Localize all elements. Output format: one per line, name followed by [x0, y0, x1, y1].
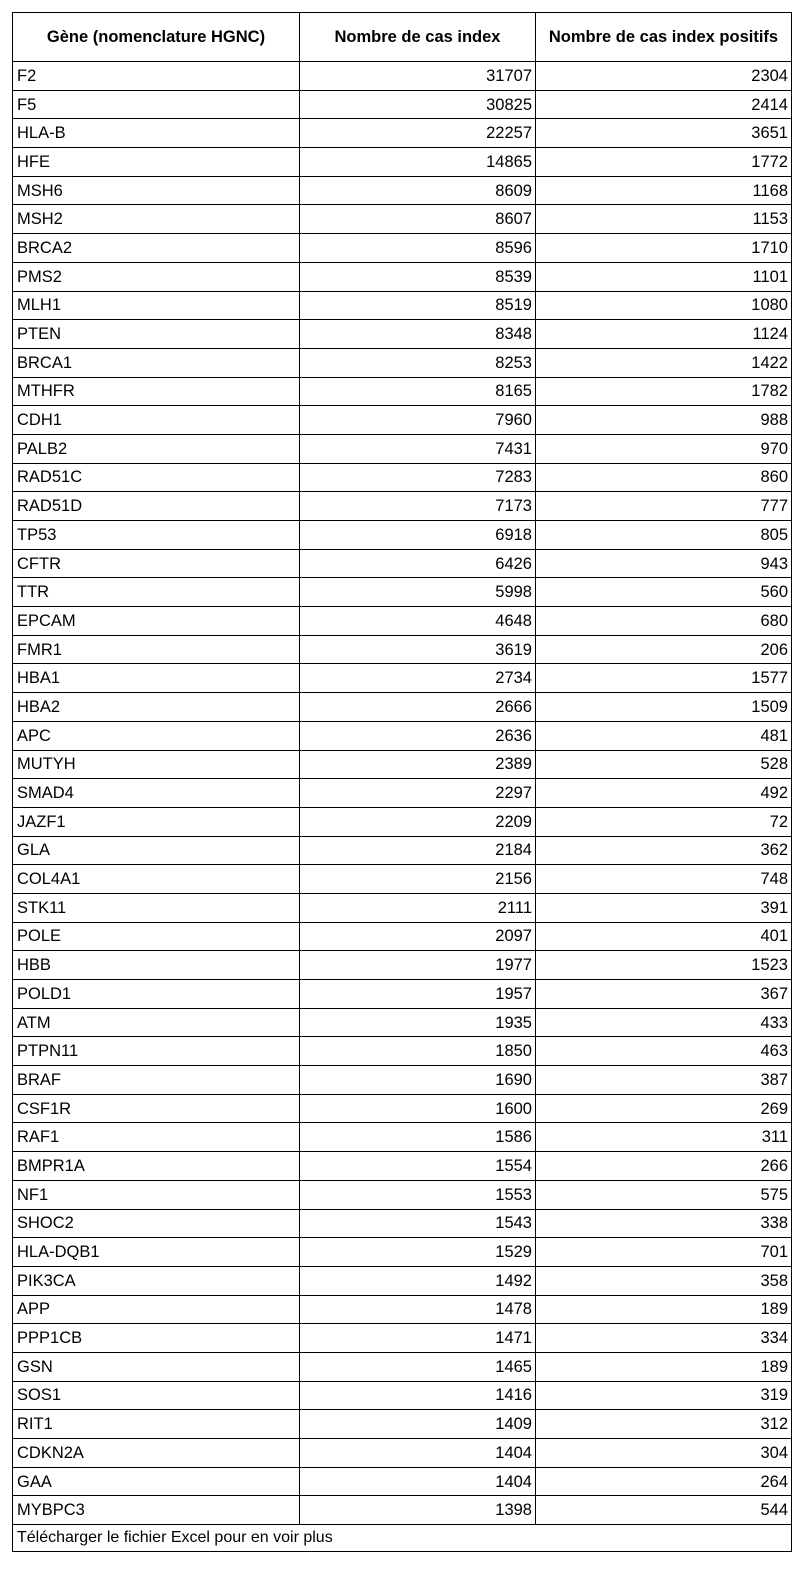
cell-gene: HFE: [13, 148, 300, 177]
cell-positive-index-cases: 943: [536, 549, 792, 578]
cell-gene: ATM: [13, 1008, 300, 1037]
table-row: [13, 90, 792, 119]
cell-index-cases: 2156: [300, 865, 536, 894]
cell-index-cases: 2734: [300, 664, 536, 693]
cell-gene: SHOC2: [13, 1209, 300, 1238]
cell-positive-index-cases: 988: [536, 406, 792, 435]
cell-index-cases: 1404: [300, 1439, 536, 1468]
cell-positive-index-cases: 362: [536, 836, 792, 865]
table-row: [13, 62, 792, 91]
cell-index-cases: 31707: [300, 62, 536, 91]
table-row: [13, 1324, 792, 1353]
cell-positive-index-cases: 433: [536, 1008, 792, 1037]
cell-gene: FMR1: [13, 635, 300, 664]
table-row: [13, 176, 792, 205]
cell-positive-index-cases: 266: [536, 1152, 792, 1181]
cell-gene: HLA-B: [13, 119, 300, 148]
cell-gene: STK11: [13, 893, 300, 922]
cell-index-cases: 14865: [300, 148, 536, 177]
cell-index-cases: 2297: [300, 779, 536, 808]
cell-gene: GAA: [13, 1467, 300, 1496]
cell-index-cases: 8253: [300, 348, 536, 377]
cell-gene: PIK3CA: [13, 1266, 300, 1295]
table-row: [13, 607, 792, 636]
cell-positive-index-cases: 1710: [536, 234, 792, 263]
cell-index-cases: 3619: [300, 635, 536, 664]
cell-index-cases: 8165: [300, 377, 536, 406]
cell-gene: MSH6: [13, 176, 300, 205]
cell-positive-index-cases: 2304: [536, 62, 792, 91]
table-row: [13, 1467, 792, 1496]
cell-index-cases: 6918: [300, 521, 536, 550]
cell-index-cases: 2389: [300, 750, 536, 779]
cell-gene: PTPN11: [13, 1037, 300, 1066]
cell-gene: GLA: [13, 836, 300, 865]
table-row: [13, 1439, 792, 1468]
cell-index-cases: 1690: [300, 1066, 536, 1095]
cell-gene: PPP1CB: [13, 1324, 300, 1353]
table-row: [13, 205, 792, 234]
cell-index-cases: 8609: [300, 176, 536, 205]
table-row: [13, 980, 792, 1009]
table-row: [13, 148, 792, 177]
table-row: [13, 664, 792, 693]
cell-positive-index-cases: 777: [536, 492, 792, 521]
table-row: [13, 750, 792, 779]
cell-gene: APC: [13, 721, 300, 750]
cell-index-cases: 1554: [300, 1152, 536, 1181]
table-row: [13, 1209, 792, 1238]
table-row: [13, 836, 792, 865]
table-row: [13, 1123, 792, 1152]
cell-index-cases: 7431: [300, 434, 536, 463]
table-body: [13, 62, 792, 1525]
cell-positive-index-cases: 367: [536, 980, 792, 1009]
cell-gene: MTHFR: [13, 377, 300, 406]
table-row: [13, 1496, 792, 1525]
cell-gene: HBB: [13, 951, 300, 980]
cell-positive-index-cases: 189: [536, 1352, 792, 1381]
cell-gene: SMAD4: [13, 779, 300, 808]
table-row: [13, 1094, 792, 1123]
cell-positive-index-cases: 1782: [536, 377, 792, 406]
download-excel-note: Télécharger le fichier Excel pour en voir plus: [13, 1525, 792, 1552]
cell-positive-index-cases: 189: [536, 1295, 792, 1324]
cell-index-cases: 8348: [300, 320, 536, 349]
table-row: [13, 1037, 792, 1066]
cell-gene: CDH1: [13, 406, 300, 435]
cell-positive-index-cases: 264: [536, 1467, 792, 1496]
footer-row: [13, 1525, 792, 1552]
table-row: [13, 1381, 792, 1410]
cell-positive-index-cases: 2414: [536, 90, 792, 119]
cell-positive-index-cases: 391: [536, 893, 792, 922]
cell-positive-index-cases: 1153: [536, 205, 792, 234]
table-row: [13, 922, 792, 951]
cell-positive-index-cases: 805: [536, 521, 792, 550]
cell-index-cases: 8596: [300, 234, 536, 263]
table-row: [13, 1180, 792, 1209]
cell-gene: HBA1: [13, 664, 300, 693]
cell-gene: HLA-DQB1: [13, 1238, 300, 1267]
table-row: [13, 1352, 792, 1381]
cell-positive-index-cases: 338: [536, 1209, 792, 1238]
cell-index-cases: 1478: [300, 1295, 536, 1324]
cell-index-cases: 7960: [300, 406, 536, 435]
cell-positive-index-cases: 3651: [536, 119, 792, 148]
cell-gene: RAD51D: [13, 492, 300, 521]
cell-positive-index-cases: 1080: [536, 291, 792, 320]
cell-gene: NF1: [13, 1180, 300, 1209]
cell-gene: BMPR1A: [13, 1152, 300, 1181]
cell-gene: MLH1: [13, 291, 300, 320]
cell-gene: MYBPC3: [13, 1496, 300, 1525]
table-row: [13, 1410, 792, 1439]
cell-positive-index-cases: 311: [536, 1123, 792, 1152]
cell-gene: BRAF: [13, 1066, 300, 1095]
cell-gene: BRCA1: [13, 348, 300, 377]
cell-positive-index-cases: 560: [536, 578, 792, 607]
table-row: [13, 893, 792, 922]
cell-index-cases: 7283: [300, 463, 536, 492]
table-row: [13, 234, 792, 263]
cell-gene: POLE: [13, 922, 300, 951]
cell-gene: POLD1: [13, 980, 300, 1009]
cell-positive-index-cases: 358: [536, 1266, 792, 1295]
table-row: [13, 434, 792, 463]
cell-positive-index-cases: 304: [536, 1439, 792, 1468]
table-row: [13, 1008, 792, 1037]
cell-gene: CDKN2A: [13, 1439, 300, 1468]
cell-positive-index-cases: 481: [536, 721, 792, 750]
cell-positive-index-cases: 970: [536, 434, 792, 463]
cell-positive-index-cases: 1509: [536, 693, 792, 722]
cell-gene: GSN: [13, 1352, 300, 1381]
cell-index-cases: 2097: [300, 922, 536, 951]
table-row: [13, 320, 792, 349]
cell-positive-index-cases: 680: [536, 607, 792, 636]
cell-index-cases: 1529: [300, 1238, 536, 1267]
cell-index-cases: 1465: [300, 1352, 536, 1381]
cell-positive-index-cases: 387: [536, 1066, 792, 1095]
cell-positive-index-cases: 1124: [536, 320, 792, 349]
cell-index-cases: 5998: [300, 578, 536, 607]
cell-index-cases: 4648: [300, 607, 536, 636]
cell-positive-index-cases: 701: [536, 1238, 792, 1267]
table-row: [13, 348, 792, 377]
cell-gene: PALB2: [13, 434, 300, 463]
cell-positive-index-cases: 401: [536, 922, 792, 951]
cell-gene: CFTR: [13, 549, 300, 578]
table-row: [13, 119, 792, 148]
table-row: [13, 635, 792, 664]
cell-gene: CSF1R: [13, 1094, 300, 1123]
table-row: [13, 865, 792, 894]
cell-index-cases: 2111: [300, 893, 536, 922]
cell-index-cases: 8607: [300, 205, 536, 234]
cell-index-cases: 1492: [300, 1266, 536, 1295]
cell-gene: APP: [13, 1295, 300, 1324]
cell-index-cases: 30825: [300, 90, 536, 119]
cell-index-cases: 1471: [300, 1324, 536, 1353]
table-row: [13, 721, 792, 750]
cell-positive-index-cases: 1422: [536, 348, 792, 377]
cell-positive-index-cases: 1168: [536, 176, 792, 205]
table-row: [13, 578, 792, 607]
cell-positive-index-cases: 1772: [536, 148, 792, 177]
table-row: [13, 1152, 792, 1181]
cell-positive-index-cases: 1577: [536, 664, 792, 693]
cell-index-cases: 1404: [300, 1467, 536, 1496]
cell-gene: BRCA2: [13, 234, 300, 263]
cell-index-cases: 8539: [300, 262, 536, 291]
cell-gene: RIT1: [13, 1410, 300, 1439]
cell-index-cases: 2666: [300, 693, 536, 722]
table-row: [13, 291, 792, 320]
cell-positive-index-cases: 544: [536, 1496, 792, 1525]
table-row: [13, 521, 792, 550]
cell-gene: RAD51C: [13, 463, 300, 492]
cell-index-cases: 7173: [300, 492, 536, 521]
cell-gene: COL4A1: [13, 865, 300, 894]
gene-index-cases-table: [12, 12, 792, 1552]
table-row: [13, 406, 792, 435]
cell-positive-index-cases: 319: [536, 1381, 792, 1410]
cell-gene: MSH2: [13, 205, 300, 234]
gene-table-container: [12, 12, 791, 1552]
cell-gene: TP53: [13, 521, 300, 550]
table-row: [13, 1266, 792, 1295]
cell-index-cases: 1553: [300, 1180, 536, 1209]
cell-gene: EPCAM: [13, 607, 300, 636]
cell-index-cases: 2209: [300, 807, 536, 836]
cell-index-cases: 2184: [300, 836, 536, 865]
cell-index-cases: 1600: [300, 1094, 536, 1123]
table-row: [13, 492, 792, 521]
cell-gene: MUTYH: [13, 750, 300, 779]
cell-positive-index-cases: 748: [536, 865, 792, 894]
cell-positive-index-cases: 312: [536, 1410, 792, 1439]
cell-index-cases: 1586: [300, 1123, 536, 1152]
cell-gene: HBA2: [13, 693, 300, 722]
cell-gene: F5: [13, 90, 300, 119]
table-row: [13, 779, 792, 808]
cell-gene: F2: [13, 62, 300, 91]
cell-index-cases: 1935: [300, 1008, 536, 1037]
header-gene: Gène (nomenclature HGNC): [13, 13, 300, 62]
cell-index-cases: 6426: [300, 549, 536, 578]
table-row: [13, 377, 792, 406]
cell-positive-index-cases: 334: [536, 1324, 792, 1353]
table-row: [13, 549, 792, 578]
cell-gene: PTEN: [13, 320, 300, 349]
table-row: [13, 262, 792, 291]
cell-positive-index-cases: 72: [536, 807, 792, 836]
cell-positive-index-cases: 269: [536, 1094, 792, 1123]
cell-index-cases: 1409: [300, 1410, 536, 1439]
cell-positive-index-cases: 528: [536, 750, 792, 779]
cell-positive-index-cases: 575: [536, 1180, 792, 1209]
cell-positive-index-cases: 860: [536, 463, 792, 492]
header-row: [13, 13, 792, 62]
cell-positive-index-cases: 463: [536, 1037, 792, 1066]
cell-gene: JAZF1: [13, 807, 300, 836]
table-row: [13, 463, 792, 492]
cell-index-cases: 1416: [300, 1381, 536, 1410]
cell-positive-index-cases: 492: [536, 779, 792, 808]
cell-gene: TTR: [13, 578, 300, 607]
cell-index-cases: 1543: [300, 1209, 536, 1238]
table-row: [13, 693, 792, 722]
table-row: [13, 1238, 792, 1267]
table-row: [13, 1066, 792, 1095]
header-positive-index-cases: Nombre de cas index positifs: [536, 13, 792, 62]
cell-positive-index-cases: 1523: [536, 951, 792, 980]
cell-gene: PMS2: [13, 262, 300, 291]
cell-index-cases: 2636: [300, 721, 536, 750]
cell-positive-index-cases: 1101: [536, 262, 792, 291]
cell-index-cases: 22257: [300, 119, 536, 148]
cell-gene: RAF1: [13, 1123, 300, 1152]
table-row: [13, 951, 792, 980]
cell-index-cases: 1977: [300, 951, 536, 980]
cell-index-cases: 1398: [300, 1496, 536, 1525]
cell-positive-index-cases: 206: [536, 635, 792, 664]
table-row: [13, 1295, 792, 1324]
cell-index-cases: 1850: [300, 1037, 536, 1066]
cell-index-cases: 1957: [300, 980, 536, 1009]
cell-gene: SOS1: [13, 1381, 300, 1410]
table-row: [13, 807, 792, 836]
header-index-cases: Nombre de cas index: [300, 13, 536, 62]
cell-index-cases: 8519: [300, 291, 536, 320]
